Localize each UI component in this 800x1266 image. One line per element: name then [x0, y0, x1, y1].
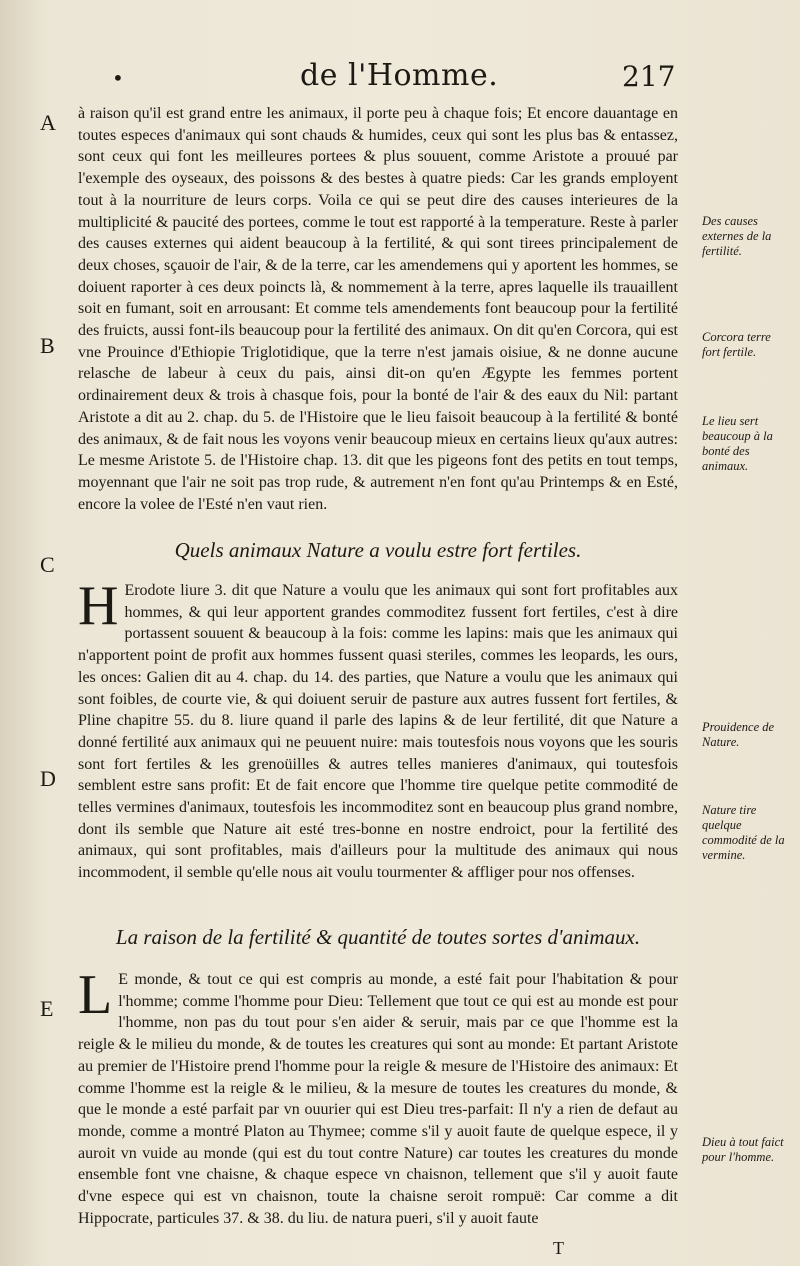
reason-fertility-text: E monde, & tout ce qui est compris au monde, a esté fait pour l'habitation & pour l'homme; comme l'homme pour Dieu: Tellement que tout ce qui est au monde est pour l'homme, non pas du tout pour s'en aider & seruir, mais par ce que l'homme est la reigle & le milieu du monde, & de toutes les creatures qui sont au monde: Et partant Aristote au premier de l'Histoire prend l'homme pour la reigle & mesure de l'Histoire des animaux: Et comme l'homme est la reigle & le milieu, & la mesure de toutes les creatures du monde, & que le monde a esté parfait par vn ouurier qui est Dieu tres-parfait: Il n'y a rien de defaut au monde, comme a montré Platon au Thymee; comme s'il y auoit faute de quelque espece, il y auroit vn vuide au monde (qui est du tout contre Nature) car toutes les creatures du monde ensemble font vne chaisne, & chaque espece vn chaisnon, tellement que s'il y auoit faute d'vne espece qui est vn chaisnon, toute la chaisne seroit rompuë: Car comme a dit Hippocrate, particules 37. & 38. du liu. de natura pueri, s'il y auoit faute	[78, 971, 678, 1227]
opening-paragraph-text: à raison qu'il est grand entre les animaux, il porte peu à chaque fois; Et encore dauantage en toutes especes d'animaux qui sont chauds & humides, ceux qui sont les plus bas & entassez, sont ceux qui font les meilleures portees & plus souuent, comme Aristote a prouué par l'exemple des oyseaux, des poissons & des bestes à quatre pieds: Car les grands employent tout à la nourriture de leurs corps. Voila ce qui se peut dire des causes interieures de la multiplicité & paucité des portees, comme le tout est rapporté à la temperature. Reste à parler des causes externes qui aident beaucoup à la fertilité, & qui sont tirees principalement de deux choses, sçauoir de l'air, & de la terre, car les amendemens qui y aportent les hommes, se doiuent raporter à ces deux poincts là, & nommement à la terre, apres laquelle ils trauaillent soit en fumant, soit en arrousant: Et comme tels amendements font beaucoup pour la fertilité des fruicts, aussi font-ils beaucoup pour la fertilité des animaux. On dit qu'en Corcora, qui est vne Prouince d'Ethiopie Triglotidique, que la terre n'est jamais oisiue, & ne donne aucune relasche de labeur à ceux du pais, ainsi dit-on qu'en Ægypte les femmes portent ordinairement deux & trois à chasque fois, pour la bonté de l'air & des eaux du Nil: partant Aristote a dit au 2. chap. du 5. de l'Histoire que le lieu faisoit beaucoup à la fertilité & bonté des animaux, & de fait nous les voyons venir beaucoup mieux en certains lieux qu'aux autres: Le mesme Aristote 5. de l'Histoire chap. 13. dit que les pigeons font des petits en tout temps, moyennant que l'air ne soit pas trop rude, & autrement n'en font qu'au Printemps & en Esté, encore la volee de l'Esté n'en vaut rien.	[78, 105, 678, 513]
margin-note-dieu: Dieu à tout faict pour l'homme.	[702, 1135, 784, 1164]
margin-note-corcora: Corcora terre fort fertile.	[702, 330, 771, 359]
margin-note-providence: Prouidence de Nature.	[702, 720, 775, 749]
page-number: 217	[622, 60, 676, 93]
signature-mark: T	[553, 1238, 564, 1258]
margin-note-vermine: Nature tire quelque commodité de la vermine.	[702, 803, 785, 862]
drop-cap-h: H	[78, 575, 119, 637]
margin-letter-d: D	[40, 766, 56, 791]
section-heading-fertile-animals: Quels animaux Nature a voulu estre fort fertiles.	[174, 538, 582, 562]
margin-letter-a: A	[40, 110, 56, 135]
section-heading-reason-fertility: La raison de la fertilité & quantité de toutes sortes d'animaux.	[115, 925, 641, 949]
fertile-animals-paragraph	[78, 575, 678, 884]
margin-letter-c: C	[40, 552, 55, 577]
fertile-animals-text: Erodote liure 3. dit que Nature a voulu que les animaux qui sont fort profitables aux hommes, & qui leur apportent grandes commoditez fussent fort fertiles, c'est à dire portassent souuent & beaucoup à la fois: comme les lapins: mais que les animaux qui n'apportent point de profit aux hommes fussent quasi steriles, commes les leopards, les ours, les onces: Galien dit au 4. chap. du 14. des parties, que Nature a voulu que les animaux qui sont foibles, de courte vie, & qui doiuent seruir de pasture aux autres fussent fort fertiles, & Pline chapitre 55. du 8. liure quand il parle des lapins & de leur fertilité, dit que Nature a donné fertilité aux animaux qui ne peuuent nuire: mais toutesfois nous voyons que les souris sont fort fertiles & les grenoüilles & autres telles manieres d'animaux, qui toutesfois semblent estre sans profit: Et de fait encore que l'homme tire quelque petite commodité de telles vermines d'animaux, toutesfois les incommoditez sont en beaucoup plus grand nombre, dont ils semble que Nature ait esté tres-bonne en nostre endroict, pour la fertilité des animaux, qui sont profitables, mais d'ailleurs pour la multitude des animaux qui nous incommodent, il semble qu'elle nous ait voulu tourmenter & affliger pour nos offenses.	[78, 582, 678, 882]
header-bullet: •	[112, 66, 124, 90]
reason-fertility-paragraph	[78, 964, 678, 1229]
margin-letter-e: E	[40, 996, 54, 1021]
margin-note-place: Le lieu sert beaucoup à la bonté des animaux.	[702, 414, 773, 473]
drop-cap-l: L	[78, 964, 113, 1026]
opening-paragraph	[78, 103, 678, 515]
margin-letter-b: B	[40, 333, 55, 358]
running-title: de l'Homme.	[300, 58, 499, 93]
page-header	[0, 58, 800, 98]
margin-note-external-causes: Des causes externes de la fertilité.	[702, 214, 772, 258]
